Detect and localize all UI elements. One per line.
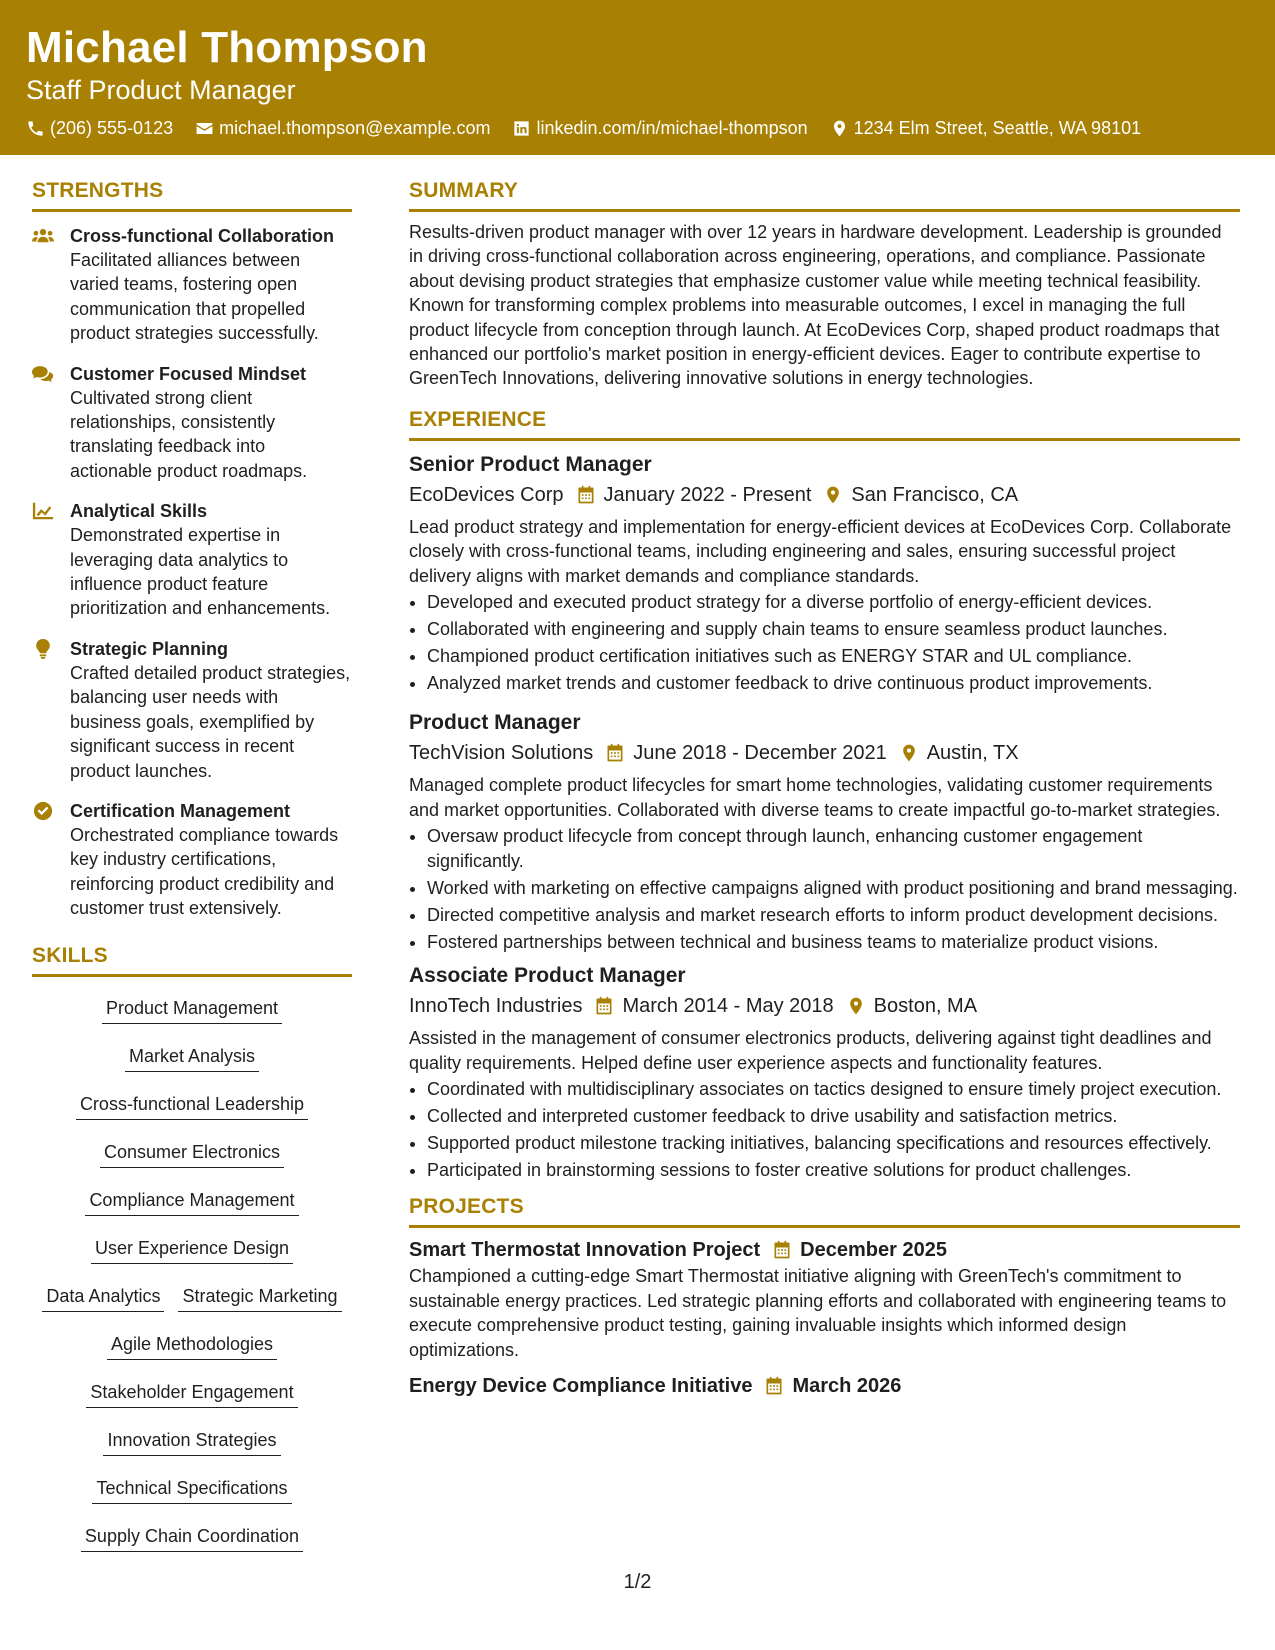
job-entry: [409, 709, 1240, 954]
contact-row: [26, 116, 1249, 140]
summary-heading: SUMMARY: [409, 178, 1240, 212]
projects-heading: PROJECTS: [409, 1194, 1240, 1228]
strength-title: Cross-functional Collaboration: [70, 226, 335, 246]
job-location: San Francisco, CA: [851, 483, 1019, 506]
skill-tag: Compliance Management: [85, 1187, 298, 1216]
check-circle-icon: [32, 801, 54, 821]
calendar-icon: [764, 1376, 784, 1396]
job-bullet: • Collected and interpreted customer feedback to drive usability and satisfaction metrics.: [427, 1104, 1240, 1128]
strengths-heading: STRENGTHS: [32, 178, 352, 212]
skill-tag: Stakeholder Engagement: [86, 1379, 297, 1408]
job-location: Austin, TX: [926, 742, 1019, 765]
project-header: [409, 1236, 1240, 1264]
lightbulb-icon: [32, 639, 54, 659]
project-date: December 2025: [800, 1239, 947, 1262]
contact-address: [830, 116, 1142, 140]
contact-address-text: 1234 Elm Street, Seattle, WA 98101: [853, 118, 1142, 138]
job-entry: [409, 451, 1240, 696]
envelope-icon: [195, 119, 214, 138]
strength-desc: Demonstrated expertise in leveraging data analytics to influence product feature prioritization and enhancements.: [70, 525, 331, 619]
map-pin-icon: [823, 485, 843, 505]
project-header: [409, 1372, 1240, 1400]
skill-tag: Strategic Marketing: [178, 1283, 341, 1312]
strength-title: Strategic Planning: [70, 638, 229, 659]
skills-list: [32, 989, 352, 1565]
job-bullets: [409, 1077, 1240, 1182]
job-company: InnoTech Industries: [409, 995, 583, 1018]
job-description: Assisted in the management of consumer electronics products, delivering against tight deadlines and quality requirements. Helped define user experience aspects and functionality features.: [409, 1028, 1212, 1073]
job-entry: [409, 962, 1240, 1182]
strength-desc: Cultivated strong client relationships, consistently translating feedback into actionable product roadmaps.: [70, 387, 308, 481]
calendar-icon: [772, 1240, 792, 1260]
job-bullet: • Analyzed market trends and customer feedback to drive continuous product improvements.: [427, 671, 1240, 695]
job-bullet: • Fostered partnerships between technical and business teams to materialize product visions.: [427, 930, 1240, 954]
job-company: TechVision Solutions: [409, 742, 594, 765]
contact-email-text: michael.thompson@example.com: [219, 118, 491, 138]
strength-title: Analytical Skills: [70, 501, 208, 522]
strength-item: [32, 499, 352, 621]
skill-tag: User Experience Design: [91, 1235, 293, 1264]
job-bullet: • Participated in brainstorming sessions to foster creative solutions for product challenges.: [427, 1158, 1240, 1182]
calendar-icon: [594, 996, 614, 1016]
job-bullet: • Worked with marketing on effective campaigns aligned with product positioning and brand messaging.: [427, 876, 1240, 900]
job-bullet: • Supported product milestone tracking initiatives, balancing specifications and resources effectively.: [427, 1131, 1240, 1155]
linkedin-icon: [512, 119, 531, 138]
strength-item: [32, 637, 352, 783]
strength-desc: Crafted detailed product strategies, balancing user needs with business goals, exemplified by significant success in recent product launches.: [70, 662, 351, 781]
job-bullets: [409, 590, 1240, 695]
map-pin-icon: [830, 119, 849, 138]
job-meta: [409, 738, 1240, 768]
strength-title: Certification Management: [70, 800, 291, 821]
project-title: Energy Device Compliance Initiative: [409, 1374, 753, 1397]
skill-tag: Supply Chain Coordination: [81, 1523, 303, 1552]
job-description: Managed complete product lifecycles for smart home technologies, validating customer requirements and market opportunities. Collaborated with diverse teams to create impactful go-to-market strategies.: [409, 775, 1221, 820]
job-bullet: • Oversaw product lifecycle from concept through launch, enhancing customer engagement significantly.: [427, 824, 1240, 873]
skill-tag: Agile Methodologies: [107, 1331, 277, 1360]
job-title: Associate Product Manager: [409, 964, 686, 988]
calendar-icon: [605, 743, 625, 763]
skill-tag: Technical Specifications: [92, 1475, 291, 1504]
job-description: Lead product strategy and implementation for energy-efficient devices at EcoDevices Corp. Collaborate closely with cross-functional teams, including engineering and sales, ensuring successful project delivery aligns with market demands and compliance standards.: [409, 516, 1232, 586]
project-description: Championed a cutting-edge Smart Thermostat initiative aligning with GreenTech's commitment to sustainable energy practices. Led strategic planning efforts and collaborated with engineering teams to execute comprehensive product testing, gaining invaluable insights which informed design optimizations.: [409, 1266, 1227, 1360]
strength-title: Customer Focused Mindset: [70, 363, 307, 384]
contact-linkedin-text: linkedin.com/in/michael-thompson: [536, 118, 808, 138]
job-title: Product Manager: [409, 711, 581, 735]
right-column: [409, 178, 1240, 1400]
contact-email[interactable]: [195, 116, 490, 140]
chart-line-icon: [32, 501, 54, 521]
strength-desc: Facilitated alliances between varied teams, fostering open communication that propelled product strategies successfully.: [70, 250, 319, 344]
skill-tag: Data Analytics: [42, 1283, 164, 1312]
map-pin-icon: [899, 743, 919, 763]
resume-header: [0, 0, 1275, 155]
phone-icon: [26, 119, 45, 138]
left-column: [32, 178, 352, 1565]
job-bullet: • Championed product certification initiatives such as ENERGY STAR and UL compliance.: [427, 644, 1240, 668]
job-bullet: • Developed and executed product strategy for a diverse portfolio of energy-efficient devices.: [427, 590, 1240, 614]
job-bullets: [409, 824, 1240, 954]
skills-heading: SKILLS: [32, 943, 352, 977]
skill-tag: Product Management: [102, 995, 282, 1024]
project-entry: [409, 1372, 1240, 1400]
job-bullet: • Collaborated with engineering and supply chain teams to ensure seamless product launches.: [427, 617, 1240, 641]
strength-item: [32, 799, 352, 921]
summary-text: Results-driven product manager with over 12 years in hardware development. Leadership is grounded in driving cross-functional collaboration across engineering, operations, and compliance. Passionate about devising product strategies that emphasize customer value while meeting technical feasibility. Known for transforming complex problems into measurable outcomes, I excel in managing the full product lifecycle from conception through launch. At EcoDevices Corp, shaped product roadmaps that enhanced our portfolio's market position in energy-efficient devices. Eager to contribute expertise to GreenTech Innovations, delivering innovative solutions in energy technologies.: [409, 222, 1222, 389]
strength-desc: Orchestrated compliance towards key industry certifications, reinforcing product credibility and customer trust extensively.: [70, 824, 339, 919]
experience-heading: EXPERIENCE: [409, 407, 1240, 441]
job-location: Boston, MA: [873, 995, 978, 1018]
project-title: Smart Thermostat Innovation Project: [409, 1239, 761, 1262]
job-bullet: • Coordinated with multidisciplinary associates on tactics designed to ensure timely project execution.: [427, 1077, 1240, 1101]
job-company: EcoDevices Corp: [409, 483, 564, 506]
job-dates: March 2014 - May 2018: [622, 995, 834, 1018]
job-bullet: • Directed competitive analysis and market research efforts to inform product development decisions.: [427, 903, 1240, 927]
calendar-icon: [576, 485, 596, 505]
users-icon: [32, 226, 54, 246]
contact-phone-text: (206) 555-0123: [50, 118, 174, 138]
candidate-name: Michael Thompson: [26, 23, 428, 72]
candidate-title: Staff Product Manager: [26, 75, 296, 105]
skill-tag: Consumer Electronics: [100, 1139, 284, 1168]
page-number: 1/2: [623, 1571, 652, 1593]
project-date: March 2026: [792, 1374, 902, 1397]
job-meta: [409, 480, 1240, 510]
job-dates: June 2018 - December 2021: [633, 742, 887, 765]
contact-phone[interactable]: [26, 116, 173, 140]
strength-item: [32, 362, 352, 484]
project-entry: [409, 1236, 1240, 1362]
job-meta: [409, 991, 1240, 1021]
strength-item: [32, 224, 352, 346]
job-title: Senior Product Manager: [409, 452, 652, 476]
skill-tag: Innovation Strategies: [103, 1427, 280, 1456]
contact-linkedin[interactable]: [512, 116, 807, 140]
chat-icon: [32, 364, 54, 384]
map-pin-icon: [846, 996, 866, 1016]
job-dates: January 2022 - Present: [603, 483, 812, 506]
skill-tag: Cross-functional Leadership: [76, 1091, 308, 1120]
skill-tag: Market Analysis: [125, 1043, 259, 1072]
